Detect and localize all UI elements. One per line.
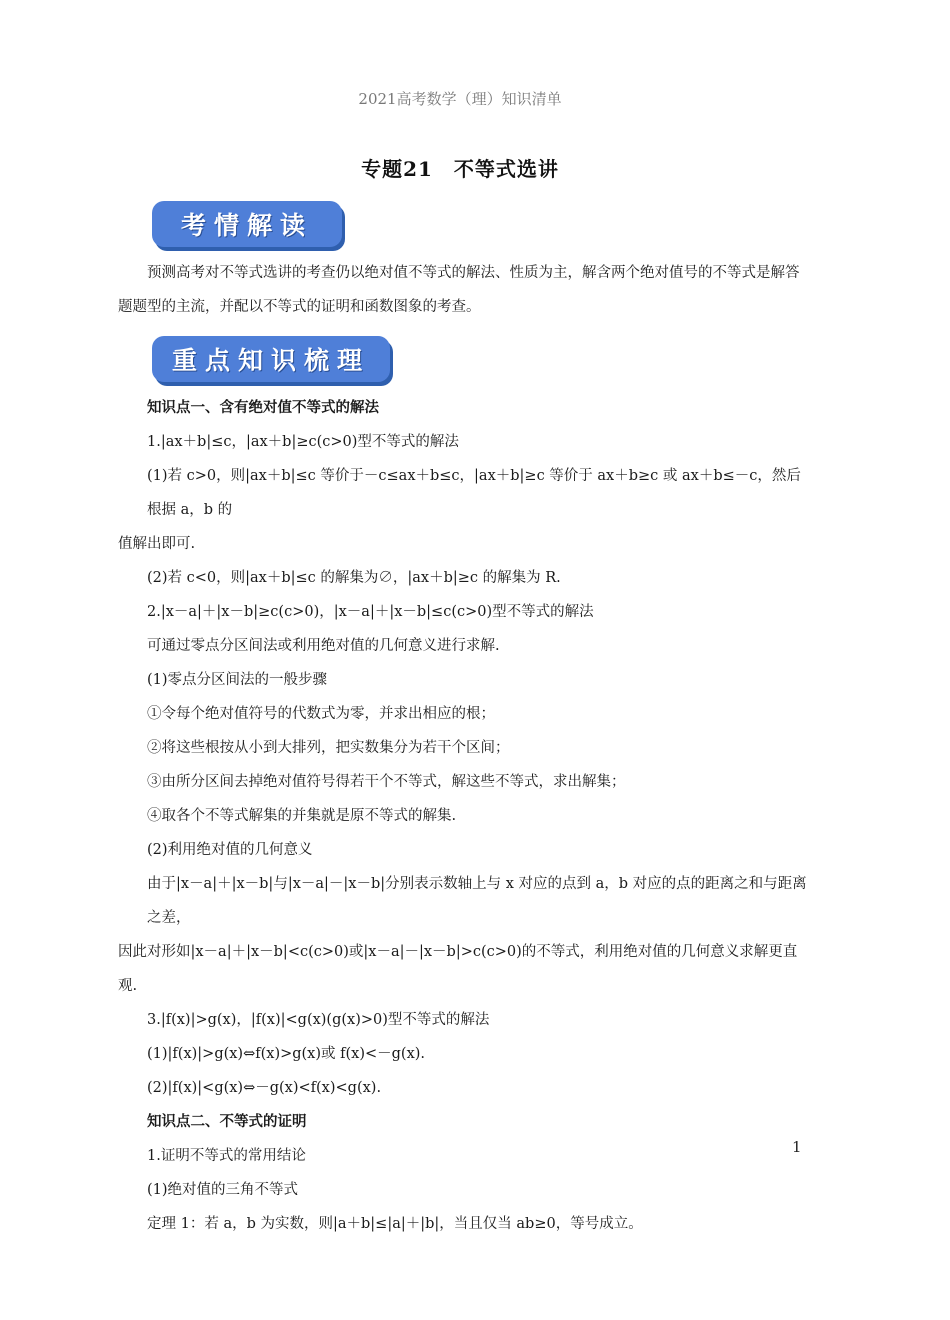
- content-line: (1)|f(x)|>g(x)⇔f(x)>g(x)或 f(x)<－g(x).: [147, 1046, 426, 1062]
- knowledge-content: [118, 391, 808, 1241]
- content-line: (2)|f(x)|<g(x)⇔－g(x)<f(x)<g(x).: [147, 1080, 382, 1096]
- content-line: 1.|ax＋b|≤c，|ax＋b|≥c(c>0)型不等式的解法: [147, 434, 459, 450]
- intro-paragraph: [118, 256, 808, 324]
- content-line: 定理 1：若 a，b 为实数，则|a＋b|≤|a|＋|b|，当且仅当 ab≥0，等号成立。: [147, 1216, 643, 1232]
- section-banner-key-knowledge: [152, 336, 390, 382]
- document-title: 专题21 不等式选讲: [361, 157, 559, 181]
- content-line: 2.|x－a|＋|x－b|≥c(c>0)，|x－a|＋|x－b|≤c(c>0)型不等式的解法: [147, 604, 594, 620]
- content-line: (2)若 c<0，则|ax＋b|≤c 的解集为∅，|ax＋b|≥c 的解集为 R.: [147, 570, 561, 586]
- knowledge-point-heading: 知识点二、不等式的证明: [147, 1113, 307, 1130]
- knowledge-point-heading: 知识点一、含有绝对值不等式的解法: [147, 399, 379, 416]
- content-line: (1)若 c>0，则|ax＋b|≤c 等价于－c≤ax＋b≤c，|ax＋b|≥c 等价于 ax＋b≥c 或 ax＋b≤－c，然后根据 a，b 的: [147, 468, 801, 518]
- content-line: (1)零点分区间法的一般步骤: [147, 672, 328, 688]
- content-line: 1.证明不等式的常用结论: [147, 1148, 306, 1164]
- content-line: ④取各个不等式解集的并集就是原不等式的解集.: [147, 808, 457, 824]
- content-line: 由于|x－a|＋|x－b|与|x－a|－|x－b|分别表示数轴上与 x 对应的点到 a，b 对应的点的距离之和与距离之差，: [147, 876, 807, 926]
- intro-text: 预测高考对不等式选讲的考查仍以绝对值不等式的解法、性质为主，解含两个绝对值号的不等式是解答题题型的主流，并配以不等式的证明和函数图象的考查。: [118, 265, 800, 315]
- content-line: 因此对形如|x－a|＋|x－b|<c(c>0)或|x－a|－|x－b|>c(c>0)的不等式，利用绝对值的几何意义求解更直观.: [118, 944, 798, 994]
- content-line: ③由所分区间去掉绝对值符号得若干个不等式，解这些不等式，求出解集；: [147, 774, 626, 790]
- section-banner-exam-analysis: [152, 201, 342, 247]
- section-banner-label: 重点知识梳理: [171, 346, 370, 375]
- content-line: 3.|f(x)|>g(x)，|f(x)|<g(x)(g(x)>0)型不等式的解法: [147, 1012, 490, 1028]
- page-number: 1: [792, 1138, 802, 1156]
- page-header: 2021高考数学（理）知识清单: [358, 90, 562, 108]
- content-line: (1)绝对值的三角不等式: [147, 1182, 299, 1198]
- content-line: ①令每个绝对值符号的代数式为零，并求出相应的根；: [147, 706, 495, 722]
- content-line: ②将这些根按从小到大排列，把实数集分为若干个区间；: [147, 740, 510, 756]
- section-banner-label: 考情解读: [180, 211, 313, 240]
- content-line: (2)利用绝对值的几何意义: [147, 842, 313, 858]
- content-line: 值解出即可.: [118, 536, 196, 552]
- content-line: 可通过零点分区间法或利用绝对值的几何意义进行求解.: [147, 638, 500, 654]
